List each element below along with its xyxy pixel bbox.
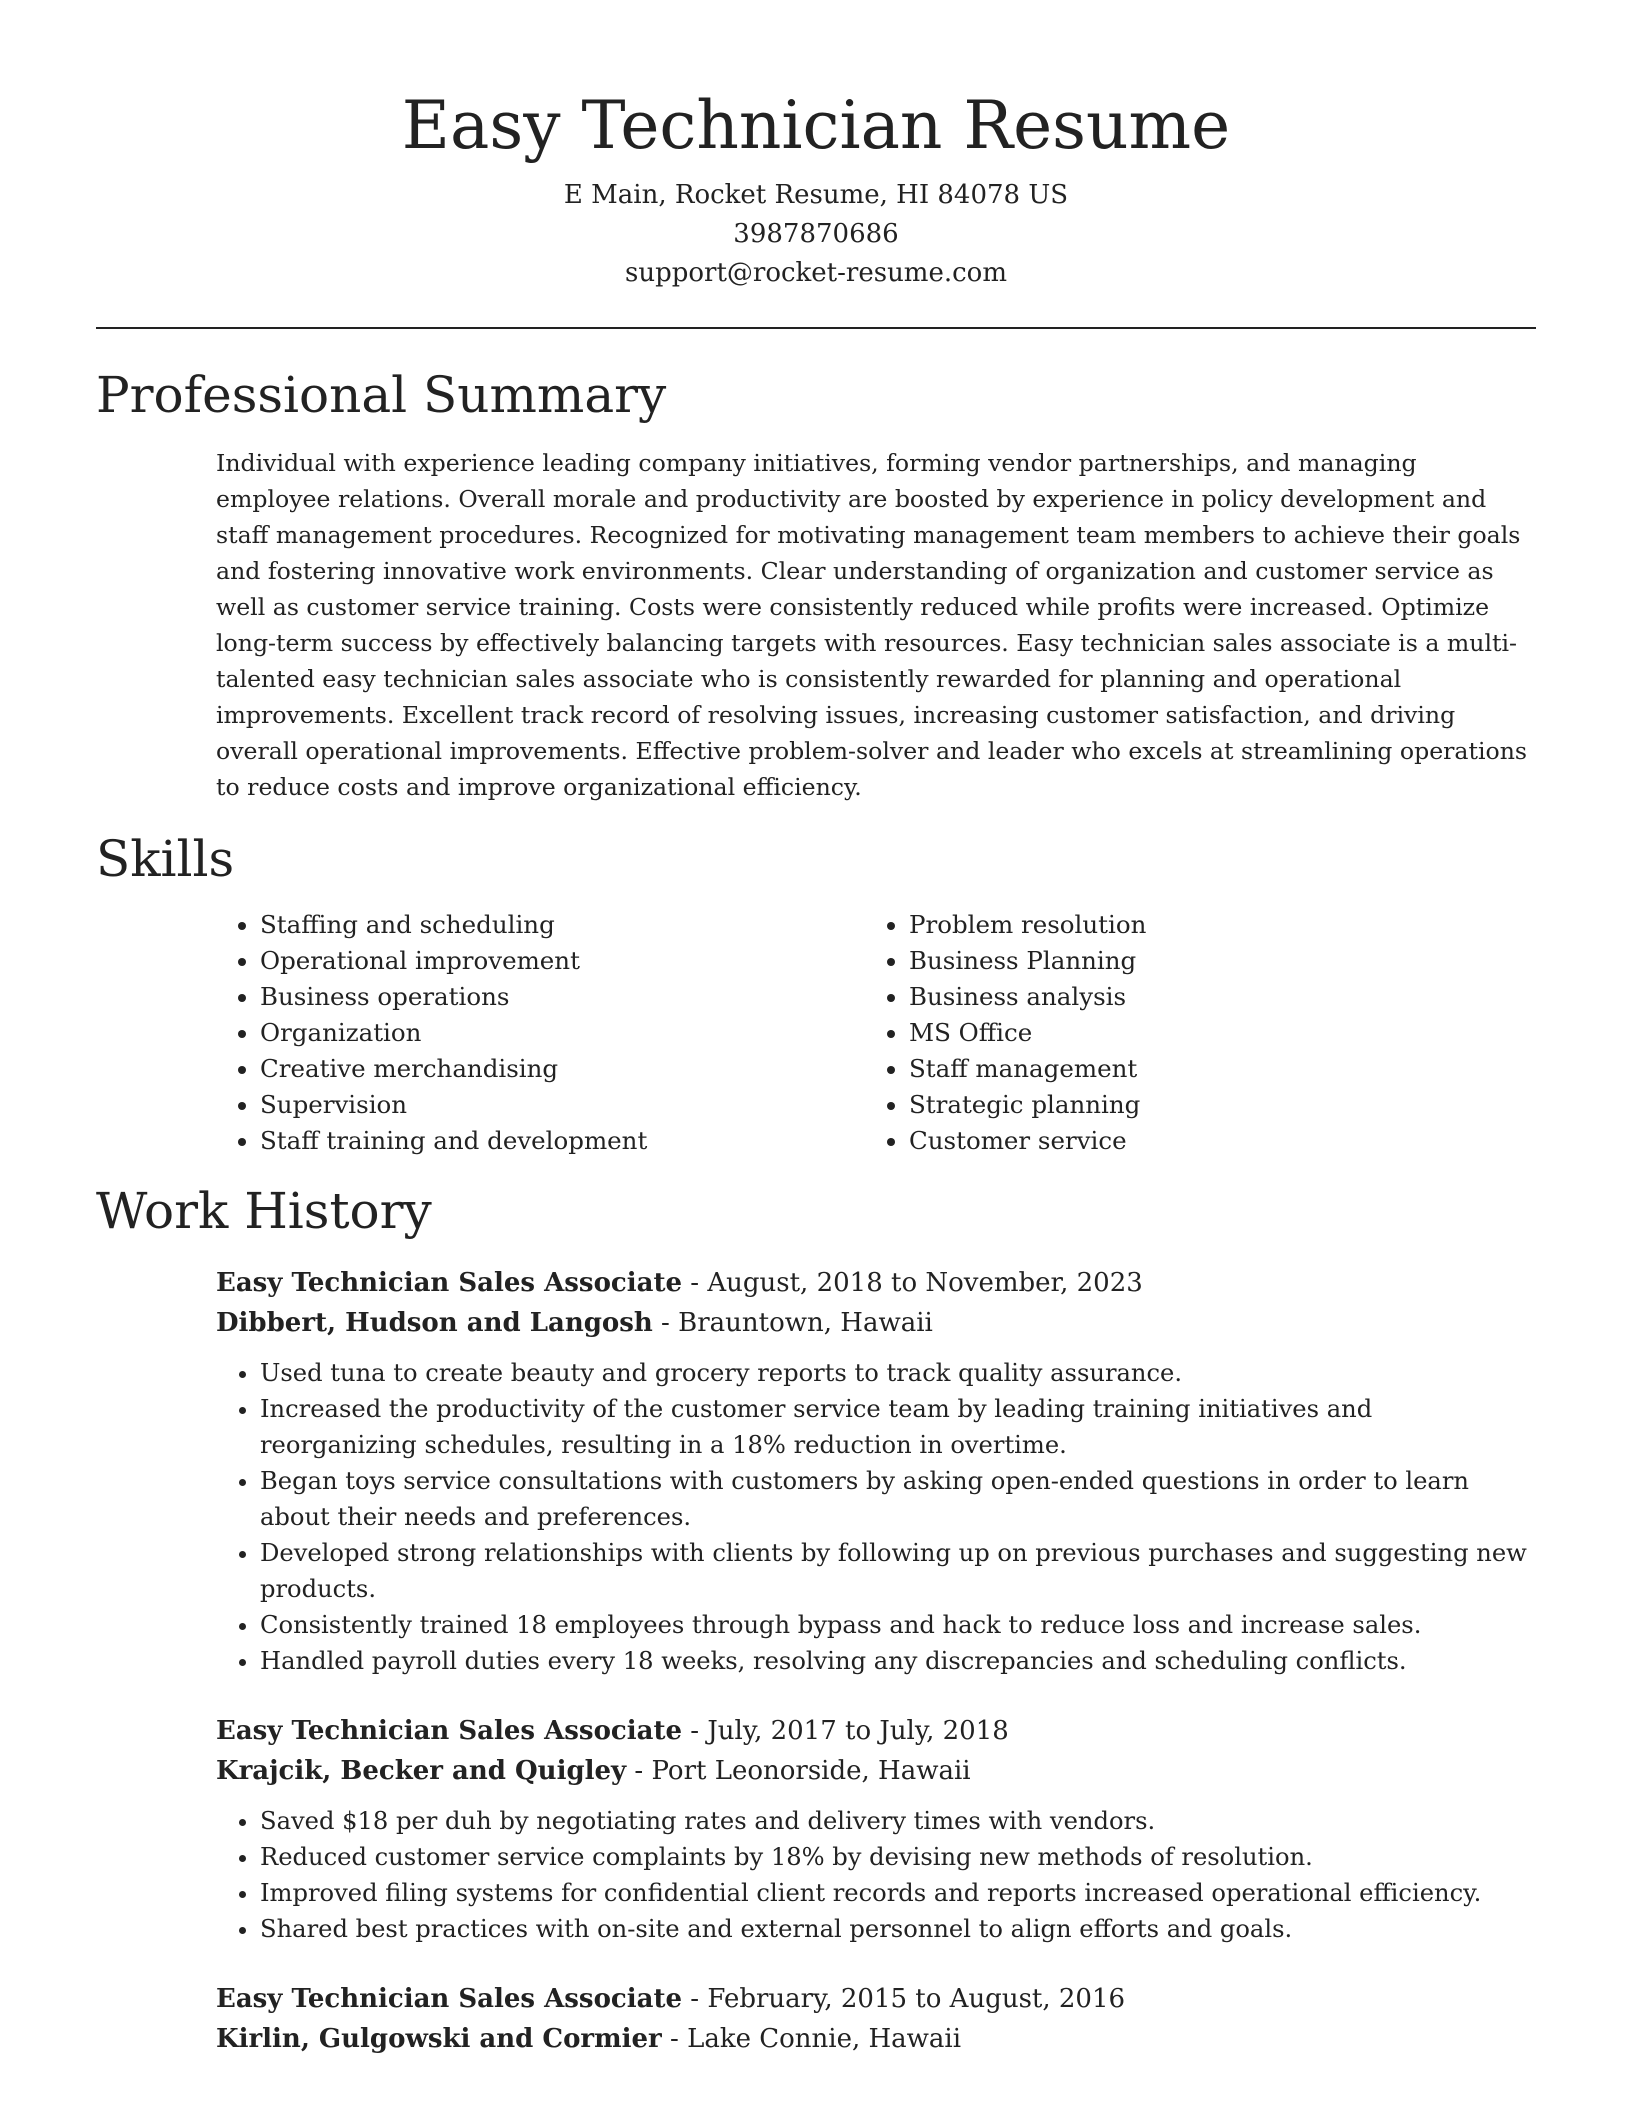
job-title: Easy Technician Sales Associate [216, 1268, 683, 1298]
job-bullet: • Developed strong relationships with clients by following up on previous purchases and suggesting new products. [260, 1535, 1536, 1607]
skills-column-right [865, 907, 1514, 1159]
work-history-section [96, 1181, 1536, 2059]
skill-item: • Staff management [909, 1051, 1514, 1087]
work-history-heading: Work History [96, 1182, 432, 1240]
skill-item: • Business analysis [909, 979, 1514, 1015]
job-bullet: • Saved $18 per duh by negotiating rates and delivery times with vendors. [260, 1803, 1536, 1839]
job-bullet: • Began toys service consultations with customers by asking open-ended questions in order to learn about their needs and preferences. [260, 1463, 1536, 1535]
resume-header [96, 0, 1536, 293]
resume-name: Easy Technician Resume [401, 87, 1231, 164]
skill-item: • Staffing and scheduling [260, 907, 865, 943]
skill-item: • Business operations [260, 979, 865, 1015]
job-title-line [216, 1979, 1536, 2019]
resume-page [96, 0, 1536, 2059]
job-bullet: • Used tuna to create beauty and grocery reports to track quality assurance. [260, 1355, 1536, 1391]
job-company-line [216, 2019, 1536, 2059]
contact-email: support@rocket-resume.com [624, 258, 1007, 288]
job-location: - Port Leonorside, Hawaii [626, 1756, 971, 1786]
skill-item: • Staff training and development [260, 1123, 865, 1159]
job-entry [216, 1263, 1536, 1679]
job-company-line [216, 1751, 1536, 1791]
skill-item: • Supervision [260, 1087, 865, 1123]
skill-item: • Customer service [909, 1123, 1514, 1159]
contact-address: E Main, Rocket Resume, HI 84078 US [563, 180, 1069, 210]
contact-phone: 3987870686 [733, 219, 899, 249]
job-bullets [216, 1355, 1536, 1679]
job-title: Easy Technician Sales Associate [216, 1716, 683, 1746]
skills-column-left [216, 907, 865, 1159]
summary-section [96, 365, 1536, 805]
job-bullet: • Improved filing systems for confidential client records and reports increased operational efficiency. [260, 1875, 1536, 1911]
job-title-line [216, 1711, 1536, 1751]
job-dates: - February, 2015 to August, 2016 [682, 1984, 1126, 2014]
job-company: Krajcik, Becker and Quigley [216, 1756, 627, 1786]
contact-info [96, 176, 1536, 293]
job-company-line [216, 1303, 1536, 1343]
job-entry [216, 1711, 1536, 1947]
job-bullet: • Increased the productivity of the customer service team by leading training initiatives and reorganizing schedules, resulting in a 18% reduction in overtime. [260, 1391, 1536, 1463]
skill-item: • Strategic planning [909, 1087, 1514, 1123]
job-entry [216, 1979, 1536, 2059]
job-company: Dibbert, Hudson and Langosh [216, 1308, 653, 1338]
skills-section [96, 829, 1536, 1159]
skills-grid [216, 907, 1536, 1159]
job-bullet: • Consistently trained 18 employees through bypass and hack to reduce loss and increase sales. [260, 1607, 1536, 1643]
job-bullet: • Reduced customer service complaints by 18% by devising new methods of resolution. [260, 1839, 1536, 1875]
summary-text: Individual with experience leading company initiatives, forming vendor partnerships, and managing employee relations. Overall morale and productivity are boosted by experience in policy development and staff management procedures. Recognized for motivating management team members to achieve their goals and fostering innovative work environments. Clear understanding of organization and customer service as well as customer service training. Costs were consistently reduced while profits were increased. Optimize long-term success by effectively balancing targets with resources. Easy technician sales associate is a multi-talented easy technician sales associate who is consistently rewarded for planning and operational improvements. Excellent track record of resolving issues, increasing customer satisfaction, and driving overall operational improvements. Effective problem-solver and leader who excels at streamlining operations to reduce costs and improve organizational efficiency. [216, 449, 1528, 801]
skill-item: • Operational improvement [260, 943, 865, 979]
summary-heading: Professional Summary [96, 366, 667, 424]
job-company: Kirlin, Gulgowski and Cormier [216, 2024, 662, 2054]
skill-item: • Organization [260, 1015, 865, 1051]
job-title-line [216, 1263, 1536, 1303]
skill-item: • Problem resolution [909, 907, 1514, 943]
skill-item: • MS Office [909, 1015, 1514, 1051]
job-location: - Lake Connie, Hawaii [661, 2024, 962, 2054]
skills-heading: Skills [96, 830, 235, 888]
job-bullet: • Handled payroll duties every 18 weeks, resolving any discrepancies and scheduling conflicts. [260, 1643, 1536, 1679]
job-title: Easy Technician Sales Associate [216, 1984, 683, 2014]
skill-item: • Creative merchandising [260, 1051, 865, 1087]
job-dates: - July, 2017 to July, 2018 [682, 1716, 1009, 1746]
job-bullet: • Shared best practices with on-site and external personnel to align efforts and goals. [260, 1911, 1536, 1947]
skill-item: • Business Planning [909, 943, 1514, 979]
job-bullets [216, 1803, 1536, 1947]
header-divider [96, 327, 1536, 329]
job-location: - Brauntown, Hawaii [652, 1308, 933, 1338]
job-dates: - August, 2018 to November, 2023 [682, 1268, 1143, 1298]
